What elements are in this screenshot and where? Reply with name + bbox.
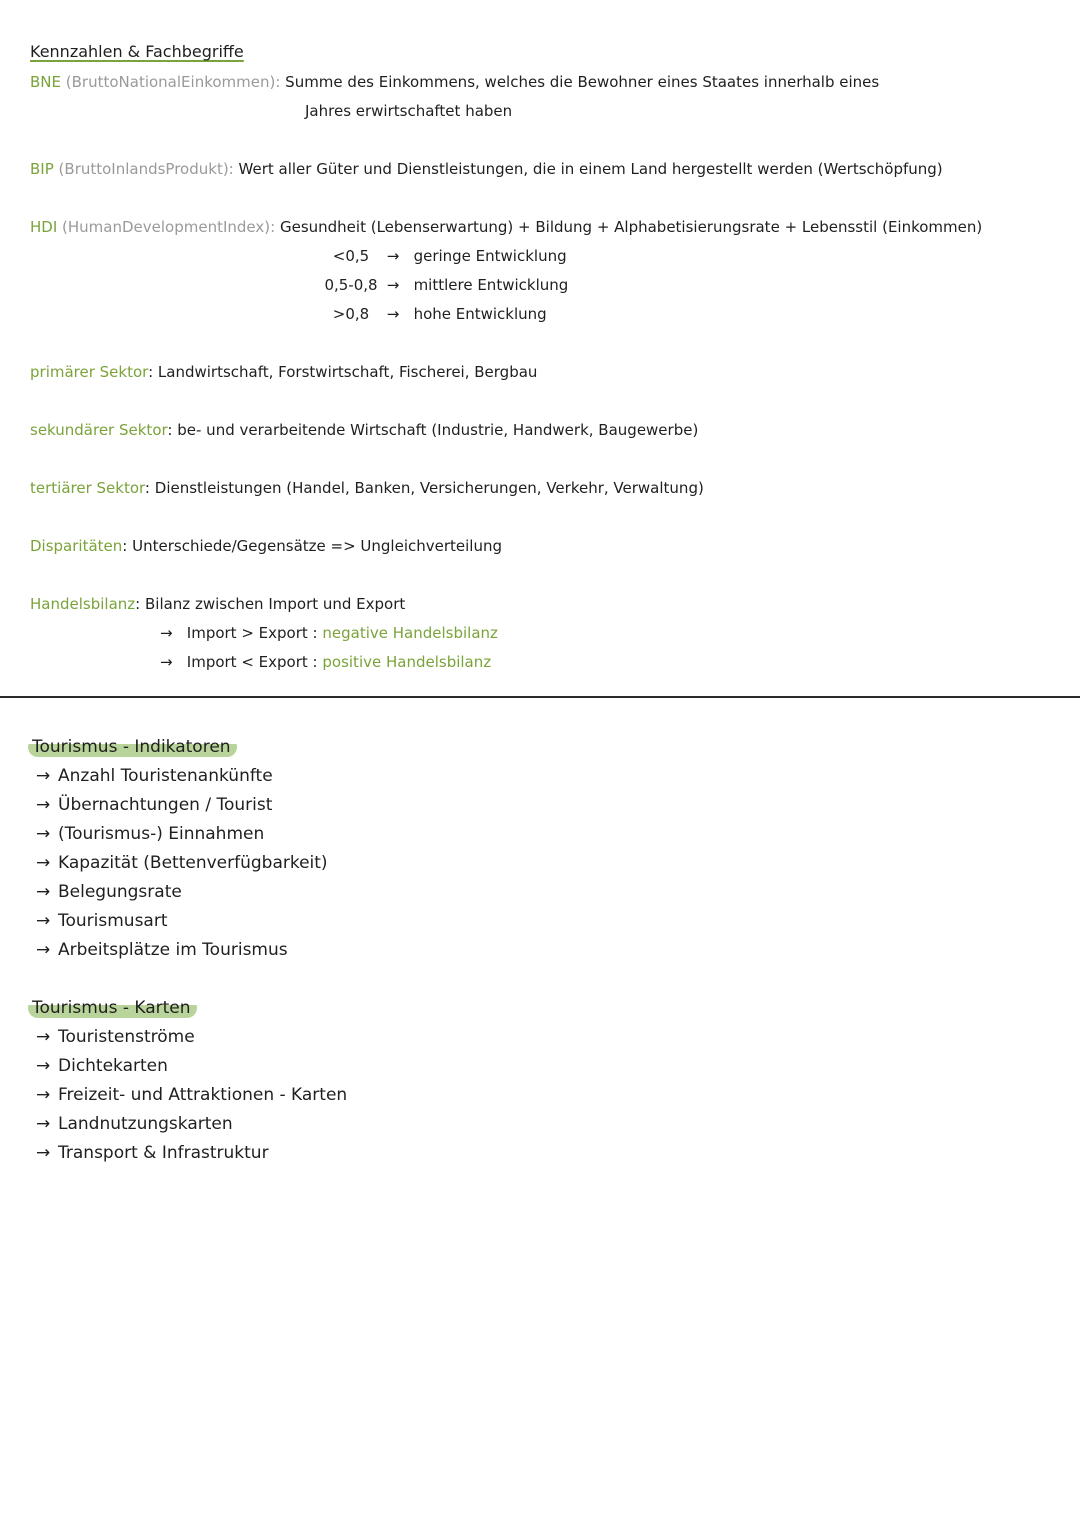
- arrow-icon: →: [36, 1143, 51, 1163]
- definition-bne-text: Summe des Einkommens, welches die Bewohner eines Staates innerhalb eines: [285, 73, 880, 91]
- separator: :: [122, 537, 128, 555]
- hdi-level-low: [320, 246, 567, 266]
- definition-disparitaeten: [30, 536, 502, 556]
- hdi-threshold: 0,5-0,8: [324, 276, 378, 294]
- hdi-threshold: <0,5: [332, 247, 370, 265]
- arrow-icon: →: [160, 624, 173, 642]
- result: positive Handelsbilanz: [322, 653, 492, 671]
- list-item-text: Kapazität (Bettenverfügbarkeit): [58, 853, 328, 873]
- list-item-text: Tourismusart: [58, 911, 168, 931]
- list-item-text: Arbeitsplätze im Tourismus: [58, 940, 288, 960]
- term-bne-expansion: (BruttoNationalEinkommen):: [65, 73, 281, 91]
- condition: Import > Export :: [186, 624, 318, 642]
- arrow-icon: →: [386, 305, 400, 323]
- list-item: [36, 1143, 269, 1163]
- definition-sekundaerer-sektor: [30, 420, 698, 440]
- term-primaerer-sektor: primärer Sektor: [30, 363, 149, 381]
- arrow-icon: →: [386, 247, 400, 265]
- arrow-icon: →: [36, 795, 51, 815]
- list-item-text: Transport & Infrastruktur: [58, 1143, 269, 1163]
- hdi-threshold: >0,8: [332, 305, 370, 323]
- list-item: [36, 1027, 195, 1047]
- list-item-text: Übernachtungen / Tourist: [58, 795, 273, 815]
- definition-bip-text: Wert aller Güter und Dienstleistungen, die in einem Land hergestellt werden (Wertschöpfung): [238, 160, 943, 178]
- definition-text: Bilanz zwischen Import und Export: [144, 595, 406, 613]
- result: negative Handelsbilanz: [322, 624, 498, 642]
- list-item-text: Belegungsrate: [58, 882, 182, 902]
- separator: :: [167, 421, 173, 439]
- definition-bne: [30, 72, 879, 92]
- heading-tourismus-indikatoren: [28, 737, 237, 757]
- arrow-icon: →: [36, 1114, 51, 1134]
- arrow-icon: →: [36, 853, 51, 873]
- arrow-icon: →: [386, 276, 400, 294]
- list-item-text: Landnutzungskarten: [58, 1114, 233, 1134]
- definition-bne-continued: Jahres erwirtschaftet haben: [305, 102, 513, 120]
- arrow-icon: →: [36, 1056, 51, 1076]
- term-tertiaerer-sektor: tertiärer Sektor: [30, 479, 145, 497]
- hdi-label: mittlere Entwicklung: [413, 276, 569, 294]
- definition-text: be- und verarbeitende Wirtschaft (Industrie, Handwerk, Baugewerbe): [177, 421, 699, 439]
- term-bip: BIP: [30, 160, 54, 178]
- arrow-icon: →: [36, 882, 51, 902]
- list-item: [36, 1114, 233, 1134]
- term-sekundaerer-sektor: sekundärer Sektor: [30, 421, 168, 439]
- definition-text: Unterschiede/Gegensätze => Ungleichverteilung: [132, 537, 503, 555]
- list-item: [36, 940, 288, 960]
- definition-hdi: [30, 217, 982, 237]
- definition-primaerer-sektor: [30, 362, 537, 382]
- arrow-icon: →: [36, 824, 51, 844]
- list-item: [36, 882, 182, 902]
- arrow-icon: →: [36, 1085, 51, 1105]
- heading-tourismus-karten: [28, 998, 197, 1018]
- term-handelsbilanz: Handelsbilanz: [30, 595, 136, 613]
- arrow-icon: →: [36, 911, 51, 931]
- definition-text: Landwirtschaft, Forstwirtschaft, Fischerei, Bergbau: [157, 363, 538, 381]
- definition-text: Dienstleistungen (Handel, Banken, Versicherungen, Verkehr, Verwaltung): [154, 479, 704, 497]
- arrow-icon: →: [36, 766, 51, 786]
- term-disparitaeten: Disparitäten: [30, 537, 123, 555]
- handelsbilanz-case-negative: [160, 623, 498, 643]
- definition-hdi-text: Gesundheit (Lebenserwartung) + Bildung + Alphabetisierungsrate + Lebensstil (Einkommen): [279, 218, 983, 236]
- list-item: [36, 1085, 347, 1105]
- arrow-icon: →: [36, 940, 51, 960]
- hdi-label: geringe Entwicklung: [413, 247, 567, 265]
- handelsbilanz-case-positive: [160, 652, 491, 672]
- highlighted-heading: Tourismus - Indikatoren: [28, 737, 237, 757]
- separator: :: [148, 363, 154, 381]
- term-bne: BNE: [30, 73, 61, 91]
- hdi-level-medium: [320, 275, 568, 295]
- definition-bip: [30, 159, 943, 179]
- term-bip-expansion: (BruttoInlandsProdukt):: [58, 160, 234, 178]
- list-item-text: Anzahl Touristenankünfte: [58, 766, 273, 786]
- list-item: [36, 766, 273, 786]
- list-item: [36, 1056, 168, 1076]
- term-hdi: HDI: [30, 218, 58, 236]
- separator: :: [144, 479, 150, 497]
- list-item-text: (Tourismus-) Einnahmen: [58, 824, 265, 844]
- list-item: [36, 795, 272, 815]
- list-item-text: Touristenströme: [58, 1027, 195, 1047]
- section-title-kennzahlen: Kennzahlen & Fachbegriffe: [30, 42, 244, 61]
- list-item: [36, 911, 168, 931]
- hdi-label: hohe Entwicklung: [413, 305, 547, 323]
- section-divider: [0, 696, 1080, 698]
- condition: Import < Export :: [186, 653, 318, 671]
- hdi-level-high: [320, 304, 547, 324]
- definition-tertiaerer-sektor: [30, 478, 704, 498]
- list-item: [36, 853, 328, 873]
- definition-handelsbilanz: [30, 594, 405, 614]
- term-hdi-expansion: (HumanDevelopmentIndex):: [62, 218, 276, 236]
- arrow-icon: →: [36, 1027, 51, 1047]
- list-item: [36, 824, 264, 844]
- list-item-text: Dichtekarten: [58, 1056, 168, 1076]
- highlighted-heading: Tourismus - Karten: [28, 998, 197, 1018]
- list-item-text: Freizeit- und Attraktionen - Karten: [58, 1085, 348, 1105]
- separator: :: [135, 595, 141, 613]
- arrow-icon: →: [160, 653, 173, 671]
